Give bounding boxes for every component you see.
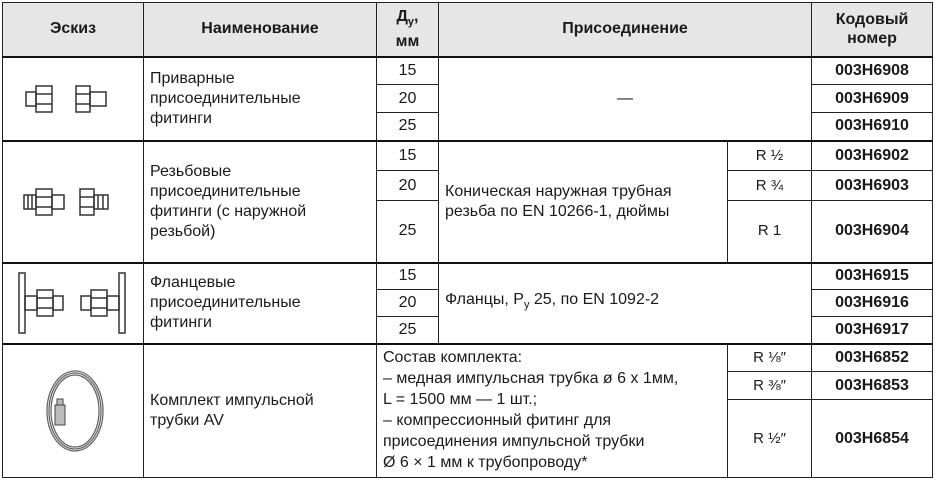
group-name: Комплект импульсной трубки AV <box>144 344 377 478</box>
header-dn: $Д_у$, мм <box>377 3 439 57</box>
product-table <box>2 2 933 478</box>
thread-value: R ¾ <box>728 171 812 201</box>
group-name: Фланцевые присоединительные фитинги <box>144 263 377 344</box>
code-value: 003H6854 <box>812 400 933 478</box>
group-name: Резьбовые присоединительные фитинги (с наружной резьбой) <box>144 141 377 263</box>
dn-value: 15 <box>377 141 439 171</box>
table-row <box>3 344 933 372</box>
header-row <box>3 3 933 57</box>
code-value: 003H6904 <box>812 201 933 263</box>
thread-value: R ⅜″ <box>728 372 812 400</box>
connection-value: — <box>439 57 812 141</box>
dn-value: 15 <box>377 263 439 290</box>
connection-value: Фланцы, $Р_у$ 25, по EN 1092-2 <box>439 263 812 344</box>
dn-value: 20 <box>377 290 439 317</box>
flange-fitting-icon <box>3 263 144 344</box>
code-value: 003H6917 <box>812 317 933 344</box>
code-value: 003H6909 <box>812 85 933 113</box>
dn-value: 20 <box>377 85 439 113</box>
header-code: Кодовый номер <box>812 3 933 57</box>
dn-value: 25 <box>377 201 439 263</box>
code-value: 003H6916 <box>812 290 933 317</box>
header-name: Наименование <box>144 3 377 57</box>
code-value: 003H6853 <box>812 372 933 400</box>
table-row <box>3 57 933 85</box>
group-name: Приварные присоединительные фитинги <box>144 57 377 141</box>
thread-value: R ½″ <box>728 400 812 478</box>
table-row <box>3 263 933 290</box>
dn-value: 25 <box>377 317 439 344</box>
thread-value: R ⅛″ <box>728 344 812 372</box>
header-connection: Присоединение <box>439 3 812 57</box>
impulse-tube-coil-icon <box>3 344 144 478</box>
code-value: 003H6915 <box>812 263 933 290</box>
thread-value: R 1 <box>728 201 812 263</box>
table-row <box>3 141 933 171</box>
code-value: 003H6908 <box>812 57 933 85</box>
welded-fitting-icon <box>3 57 144 141</box>
connection-value: Коническая наружная трубная резьба по EN 10266-1, дюймы <box>439 141 728 263</box>
dn-value: 20 <box>377 171 439 201</box>
code-value: 003H6903 <box>812 171 933 201</box>
threaded-fitting-icon <box>3 141 144 263</box>
code-value: 003H6852 <box>812 344 933 372</box>
header-sketch: Эскиз <box>3 3 144 57</box>
dn-value: 15 <box>377 57 439 85</box>
thread-value: R ½ <box>728 141 812 171</box>
dn-value: 25 <box>377 113 439 141</box>
code-value: 003H6902 <box>812 141 933 171</box>
kit-description: Состав комплекта: – медная импульсная трубка ø 6 х 1мм, L = 1500 мм — 1 шт.; – компрессионный фитинг для присоединения импульсной трубки Ø 6 × 1 мм к трубопроводу* <box>377 344 728 478</box>
code-value: 003H6910 <box>812 113 933 141</box>
